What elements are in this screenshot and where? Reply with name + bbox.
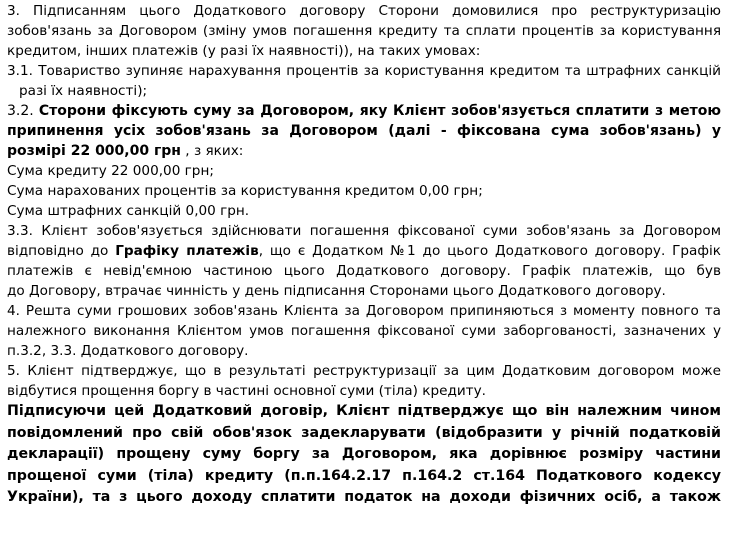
clause-3-3-line-2 xyxy=(7,241,721,261)
clause-5 xyxy=(7,361,721,401)
interest-sum: Сума нарахованих процентів за користування кредитом 0,00 грн; xyxy=(7,183,483,199)
credit-sum: Сума кредиту 22 000,00 грн; xyxy=(7,163,214,179)
clause-3-3-line-3: платежів є невід'ємною частиною цього Додаткового договору. Графік платежів, що був xyxy=(7,263,721,279)
clause-4-line-2: належного виконання Клієнтом умов погашення фіксованої суми заборгованості, зазначених у xyxy=(7,323,721,339)
clause-3-3-line-1: 3.3. Клієнт зобов'язується здійснювати погашення фіксованої суми зобов'язань за Договором xyxy=(7,223,721,239)
clause-3-1-line-2: разі їх наявності); xyxy=(19,83,148,99)
clause-3-2-bold-1: Сторони фіксують суму за Договором, яку Клієнт зобов'язується сплатити з метою xyxy=(38,103,721,119)
clause-3-2-line-1 xyxy=(7,101,721,121)
clause-3-2-number: 3.2. xyxy=(7,103,39,119)
clause-3-3 xyxy=(7,221,721,301)
clause-3-3-text-c: , що є Додатком №1 до цього Додаткового договору. Графік xyxy=(258,243,721,259)
clause-3-line-2: зобов'язань за Договором (зміну умов погашення кредиту та сплати процентів за користування xyxy=(7,23,721,39)
clause-3-1-line-1: 3.1. Товариство зупиняє нарахування процентів за користування кредитом та штрафних санкцій xyxy=(7,63,721,79)
clause-5-line-1: 5. Клієнт підтверджує, що в результаті реструктуризації за цим Додатковим договором може xyxy=(7,363,721,379)
payment-schedule-link: Графіку платежів xyxy=(115,243,259,259)
clause-3-3-line-4: до Договору, втрачає чинність у день підписання Сторонами цього Додаткового договору. xyxy=(7,283,666,299)
clause-4 xyxy=(7,301,721,361)
clause-3-2-bold-2: припинення усіх зобов'язань за Договором (далі - фіксована сума зобов'язань) у xyxy=(7,123,721,139)
clause-3-2-line-2 xyxy=(7,121,721,141)
notice-line-3: декларації) прощену суму боргу за Договором, яка дорівнює розміру частини xyxy=(7,446,721,462)
document-page xyxy=(7,1,721,509)
clause-3-3-text-a: відповідно до xyxy=(7,243,116,259)
clause-3-line-1: 3. Підписанням цього Додаткового договору Сторони домовилися про реструктуризацію xyxy=(7,3,721,19)
notice-line-4: прощеної суми (тіла) кредиту (п.п.164.2.17 п.164.2 ст.164 Податкового кодексу xyxy=(7,467,721,484)
sums-list xyxy=(7,161,721,221)
penalty-sum: Сума штрафних санкцій 0,00 грн. xyxy=(7,203,250,219)
tax-declaration-notice xyxy=(7,401,721,509)
clause-4-line-3: п.3.2, 3.3. Додаткового договору. xyxy=(7,343,249,359)
clause-3 xyxy=(7,1,721,61)
clause-3-2-tail: , з яких: xyxy=(180,143,244,159)
clause-3-line-3: кредитом, інших платежів (у разі їх наявності)), на таких умовах: xyxy=(7,43,481,59)
notice-line-2: повідомлений про свій обов'язок задекларувати (відобразити у річній податковій xyxy=(7,424,721,441)
clause-3-2-line-3 xyxy=(7,141,721,161)
clause-3-2-amount: розмірі 22 000,00 грн xyxy=(7,143,181,159)
clause-3-2 xyxy=(7,101,721,161)
notice-line-5: України), та з цього доходу сплатити податок на доходи фізичних осіб, а також xyxy=(7,489,721,505)
clause-5-line-2: відбутися прощення боргу в частині основної суми (тіла) кредиту. xyxy=(7,383,486,399)
clause-4-line-1: 4. Решта суми грошових зобов'язань Клієнта за Договором припиняються з моменту повного та xyxy=(7,303,721,319)
notice-line-1: Підписуючи цей Додатковий договір, Клієнт підтверджує що він належним чином xyxy=(7,403,721,419)
clause-3-1 xyxy=(7,61,721,101)
